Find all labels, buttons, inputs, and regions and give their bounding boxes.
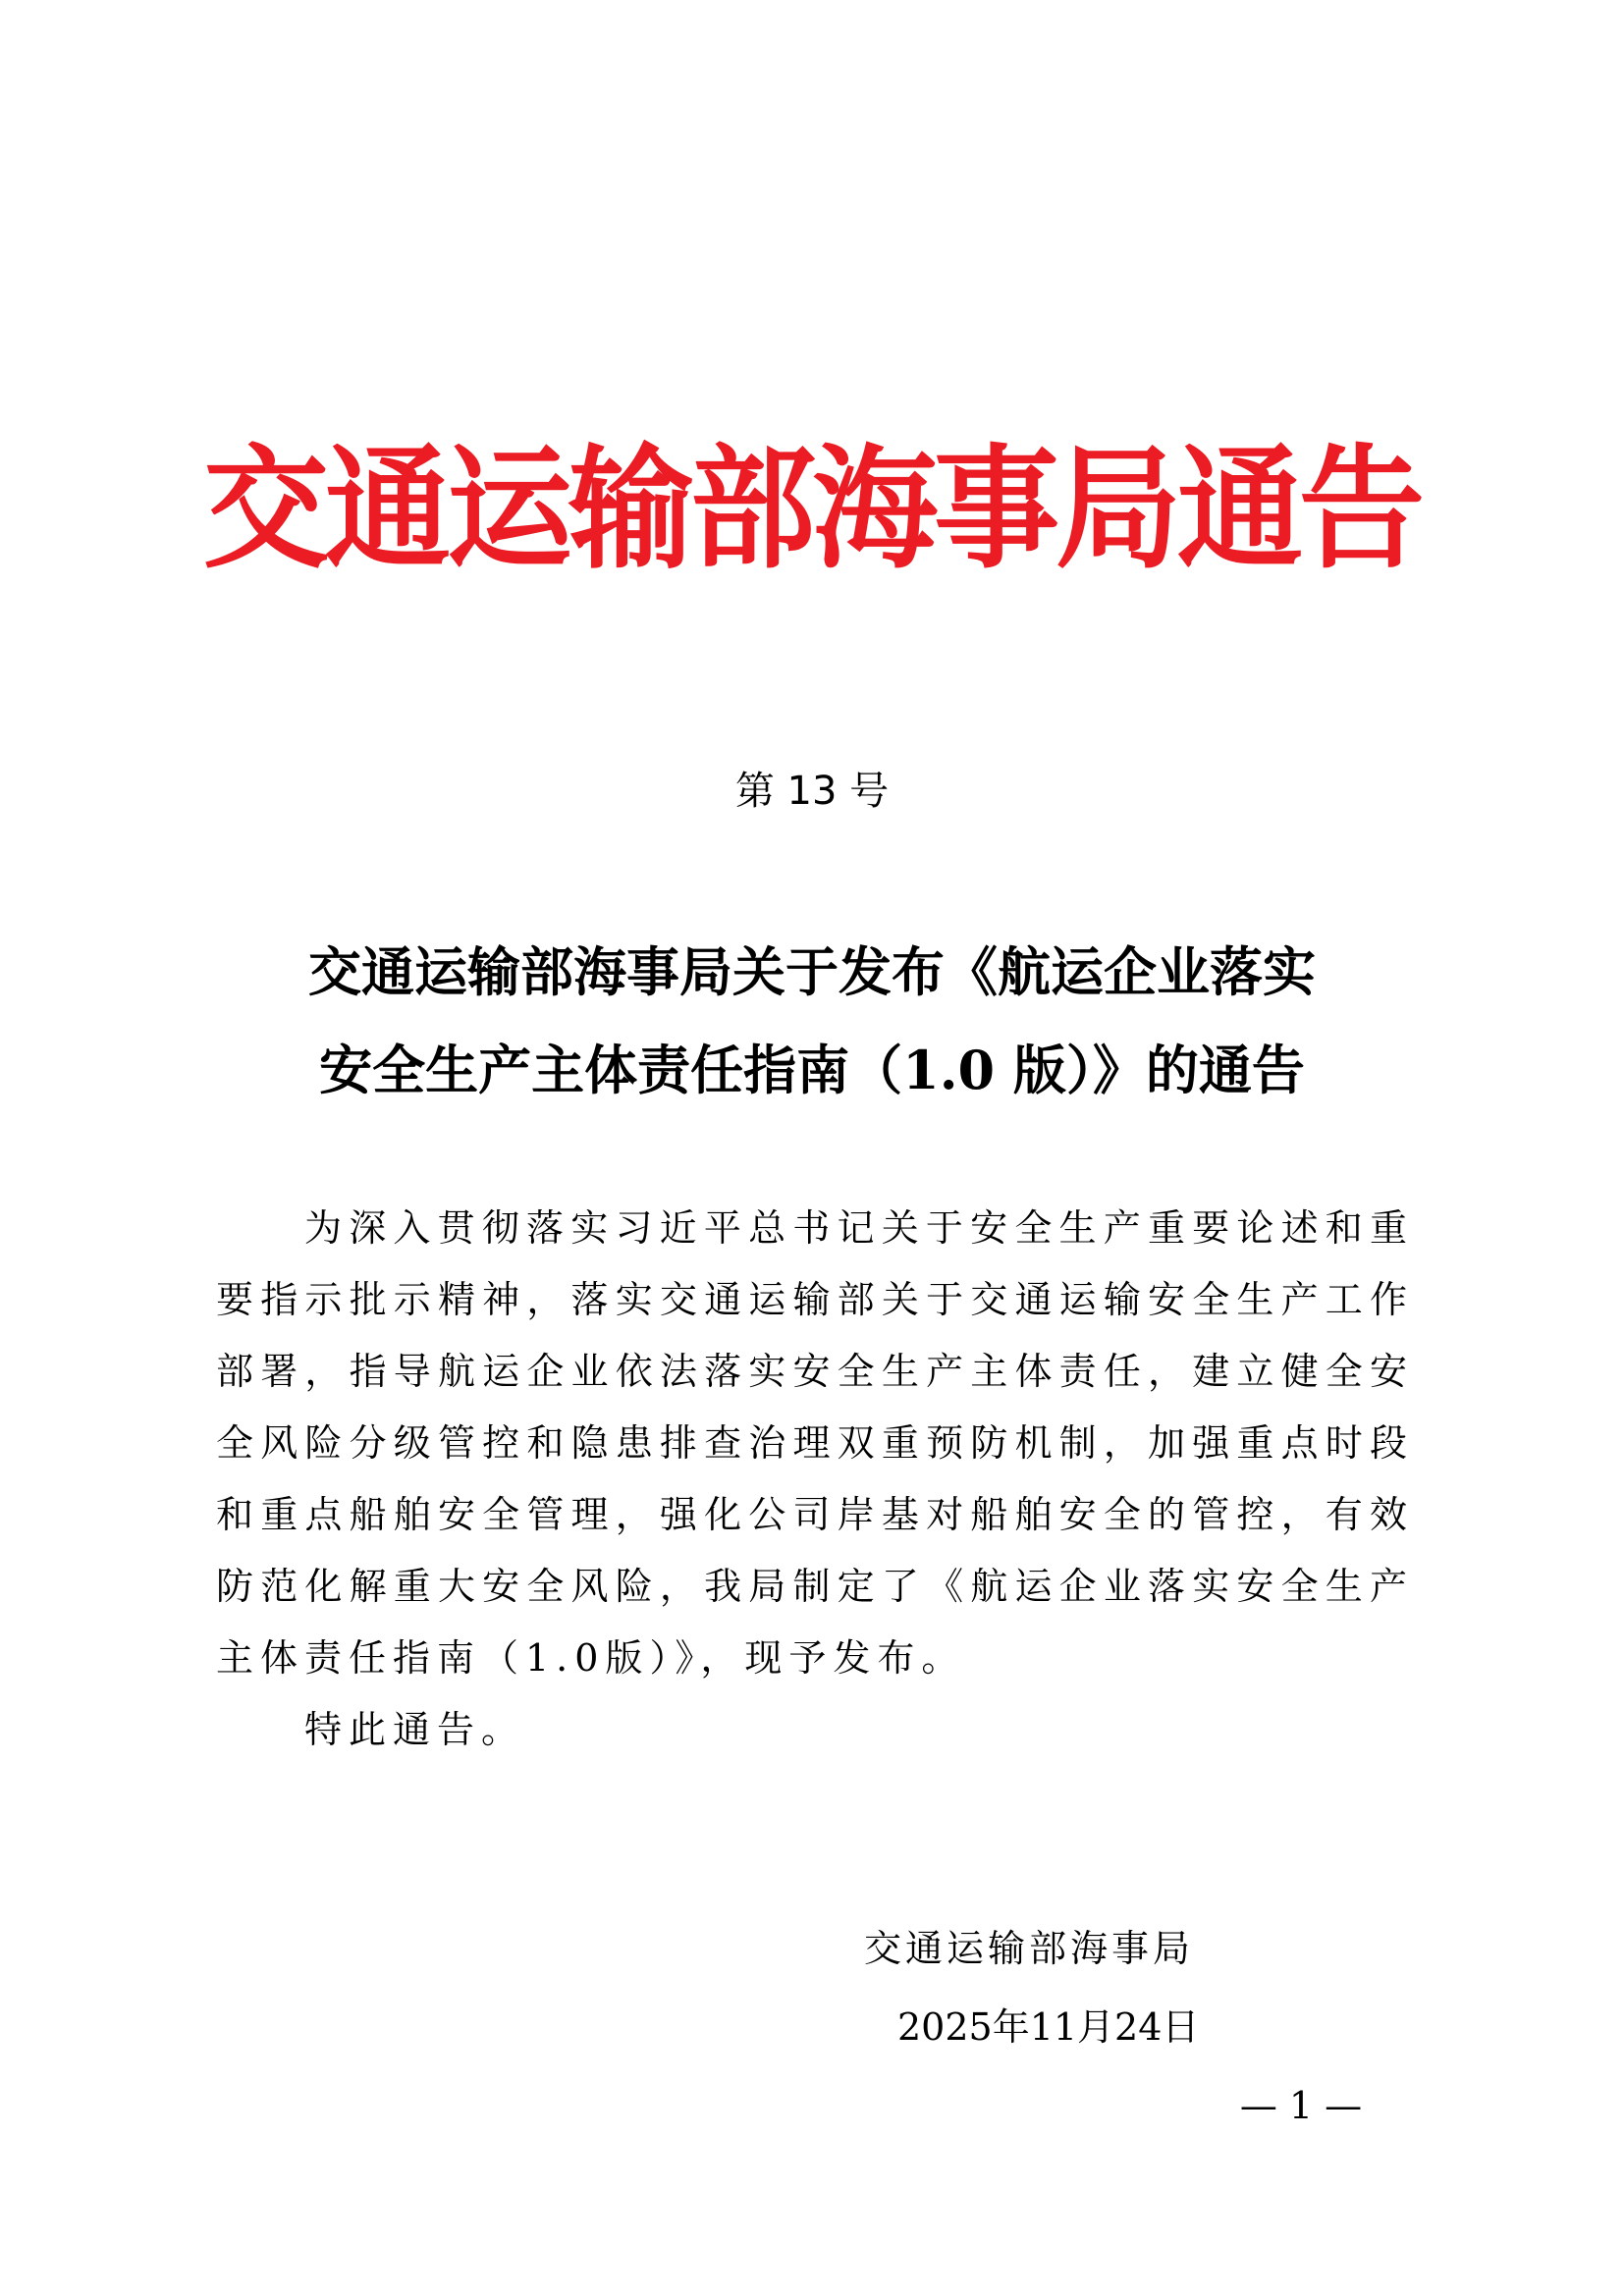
- page-number: — 1 —: [1239, 2084, 1363, 2127]
- body-paragraph-1: 为深入贯彻落实习近平总书记关于安全生产重要论述和重要指示批示精神，落实交通运输部关于交通运输安全生产工作部署，指导航运企业依法落实安全生产主体责任，建立健全安全风险分级管控和隐患排查治理双重预防机制，加强重点时段和重点船舶安全管理，强化公司岸基对船舶安全的管控，有效防范化解重大安全风险，我局制定了《航运企业落实安全生产主体责任指南（1.0版）》，现予发布。: [216, 1206, 1414, 1680]
- signature-block: [864, 1909, 1276, 2066]
- body-paragraph-2: 特此通告。: [304, 1708, 526, 1751]
- document-number: 第 13 号: [734, 769, 890, 814]
- signature-organization: 交通运输部海事局: [864, 1927, 1195, 1970]
- document-title: [216, 923, 1408, 1119]
- document-body: [216, 1193, 1414, 1766]
- signature-date: 2025年11月24日: [897, 2005, 1200, 2049]
- document-title-line-1: 交通运输部海事局关于发布《航运企业落实: [308, 940, 1316, 1003]
- document-title-line-2: 安全生产主体责任指南（1.0 版）》的通告: [319, 1039, 1305, 1101]
- masthead-title: 交通运输部海事局通告: [202, 432, 1421, 588]
